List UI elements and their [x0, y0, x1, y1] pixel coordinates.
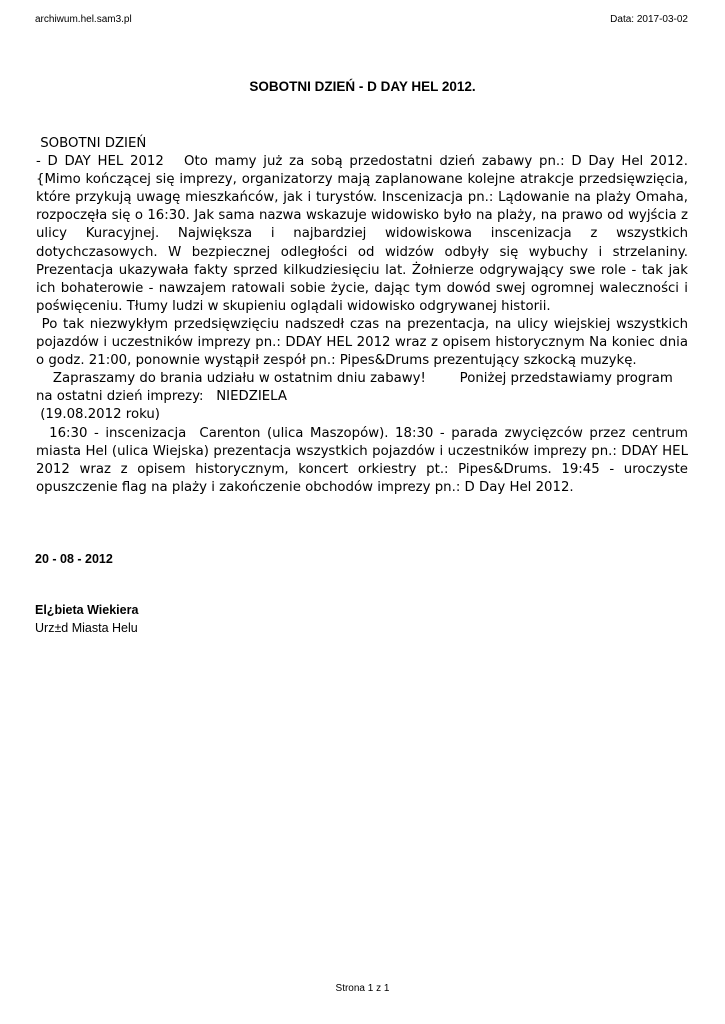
article-paragraph: Po tak niezwykłym przedsięwzięciu nadszedł czas na prezentacja, na ulicy wiejskiej wszystkich pojazdów i uczestników imprezy pn.: DDAY HEL 2012 wraz z opisem historycznym Na koniec dnia o godz. 21:00, ponownie wystąpił zespół pn.: Pipes&Drums prezentujący szkocką muzykę.	[36, 316, 693, 369]
article-paragraph: - D DAY HEL 2012 Oto mamy już za sobą przedostatni dzień zabawy pn.: D Day Hel 2012. {Mimo kończącej się imprezy, organizatorzy mają zaplanowane kolejne atrakcje przedsięwzięcia, które przykują uwagę mieszkańców, jak i turystów. Inscenizacja pn.: Lądowanie na plaży Omaha, rozpoczęła się o 16:30. Jak sama nazwa wskazuje widowisko było na plaży, na prawo od wyjścia z ulicy Kuracyjnej. Największa i najbardziej widowiskowa inscenizacja z wszystkich dotychczasowych. W bezpiecznej odległości od widzów odbyły się wybuchy i strzelaniny. Prezentacja ukazywała fakty sprzed kilkudziesięciu lat. Żołnierze odgrywający swe role - tak jak ich bohaterowie - nawzajem ratowali sobie życie, dając tym dowód swej ogromnej waleczności i poświęceniu. Tłumy ludzi w skupieniu oglądali widowisko odgrywanej historii.	[36, 154, 693, 314]
article-body	[36, 135, 693, 497]
article-paragraph: 16:30 - inscenizacja Carenton (ulica Maszopów). 18:30 - parada zwycięzców przez centrum miasta Hel (ulica Wiejska) prezentacja wszystkich pojazdów i uczestników imprezy pn.: DDAY HEL 2012 wraz z opisem historycznym, koncert orkiestry pt.: Pipes&Drums. 19:45 - uroczyste opuszczenie flag na plaży i zakończenie obchodów imprezy pn.: D Day Hel 2012.	[36, 425, 693, 495]
author-name: El¿bieta Wiekiera	[35, 603, 139, 617]
article-paragraph: (19.08.2012 roku)	[36, 407, 160, 423]
header-site-url: archiwum.hel.sam3.pl	[35, 14, 132, 25]
header-date: Data: 2017-03-02	[610, 14, 688, 25]
page-title: SOBOTNI DZIEŃ - D DAY HEL 2012.	[249, 79, 476, 94]
article-paragraph: SOBOTNI DZIEŃ	[36, 136, 147, 151]
page-number: Strona 1 z 1	[335, 983, 390, 994]
author-office: Urz±d Miasta Helu	[35, 621, 138, 635]
publication-date: 20 - 08 - 2012	[35, 552, 113, 566]
article-paragraph: Zapraszamy do brania udziału w ostatnim dniu zabawy! Poniżej przedstawiamy program na ostatni dzień imprezy: NIEDZIELA	[36, 371, 678, 405]
